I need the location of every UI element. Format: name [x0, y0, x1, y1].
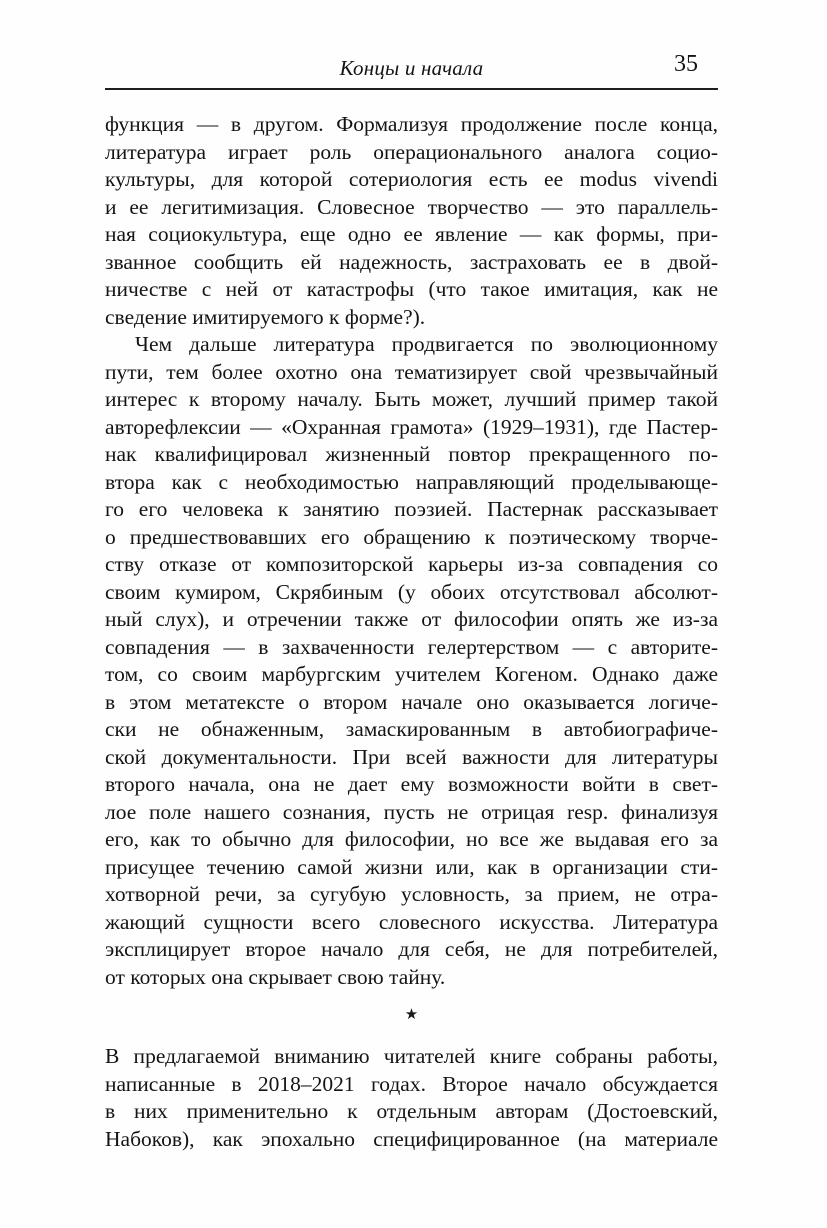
paragraph [105, 1043, 718, 1153]
text-line: своим кумиром, Скрябиным (у обоих отсутствовал абсолют- [105, 579, 718, 604]
text-line: ской документальности. При всей важности для литературы [105, 744, 718, 769]
text-line: функция — в другом. Формализуя продолжение после конца, [105, 112, 718, 136]
text-line: эксплицирует второе начало для себя, не для потребителей, [105, 937, 718, 961]
text-line: и ее легитимизация. Словесное творчество — это параллель- [105, 194, 718, 219]
running-header [105, 51, 718, 90]
section-divider-star: ★ [404, 1007, 419, 1023]
text-line: нак квалифицировал жизненный повтор прекращенного по- [105, 442, 718, 466]
text-line: ски не обнаженным, замаскированным в автобиографиче- [105, 717, 718, 741]
text-line: о предшествовавших его обращению к поэтическому творче- [105, 524, 718, 549]
text-line: литература играет роль операционального аналога социо- [105, 139, 718, 164]
text-line: написанные в 2018–2021 годах. Второе начало обсуждается [105, 1071, 718, 1096]
text-line: в этом метатексте о втором начале оно оказывается логиче- [105, 689, 718, 714]
text-line: хотворной речи, за сугубую условность, за прием, не отра- [105, 882, 718, 906]
text-line: ству отказе от композиторской карьеры из-за совпадения со [105, 552, 718, 576]
text-line: совпадения — в захваченности гелертерством — с авторите- [105, 634, 718, 659]
text-line: втора как с необходимостью направляющий проделывающе- [105, 469, 718, 494]
text-line: интерес к второму началу. Быть может, лучший пример такой [105, 387, 718, 411]
running-header-title: Концы и начала [339, 56, 484, 80]
paragraph [105, 331, 718, 991]
text-line: том, со своим марбургским учителем Когеном. Однако даже [105, 662, 718, 686]
text-line: званное сообщить ей надежность, застраховать ее в двой- [105, 249, 718, 274]
text-line: ничестве с ней от катастрофы (что такое имитация, как не [105, 277, 718, 301]
text-line: присущее течению самой жизни или, как в организации сти- [105, 854, 718, 879]
text-line: в них применительно к отдельным авторам (Достоевский, [105, 1099, 718, 1123]
page-number: 35 [674, 51, 698, 77]
text-line: го его человека к занятию поэзией. Пастернак рассказывает [105, 497, 718, 521]
text-block [105, 51, 718, 1153]
text-line: ная социокультура, еще одно ее явление — как формы, при- [105, 222, 718, 246]
text-line: его, как то обычно для философии, но все же выдавая его за [105, 827, 718, 851]
text-line: авторефлексии — «Охранная грамота» (1929–1931), где Пастер- [105, 414, 718, 439]
text-line: В предлагаемой вниманию читателей книге собраны работы, [105, 1044, 718, 1068]
text-line: Набоков), как эпохально специфицированное (на материале [105, 1126, 718, 1151]
text-line: второго начала, она не дает ему возможности войти в свет- [105, 772, 718, 796]
text-line: от которых она скрывает свою тайну. [105, 964, 446, 989]
text-line: лое поле нашего сознания, пусть не отрицая resp. финализуя [105, 799, 718, 824]
text-line: культуры, для которой сотериология есть ее modus vivendi [105, 167, 718, 191]
paragraph [105, 111, 718, 331]
text-line: жающий сущности всего словесного искусства. Литература [105, 909, 718, 934]
text-line: Чем дальше литература продвигается по эволюционному [135, 332, 718, 356]
text-line: сведение имитируемого к форме?). [105, 304, 426, 329]
text-line: пути, тем более охотно она тематизирует свой чрезвычайный [105, 359, 718, 384]
text-line: ный слух), и отречении также от философии опять же из-за [105, 607, 718, 631]
page-body [105, 111, 718, 1153]
